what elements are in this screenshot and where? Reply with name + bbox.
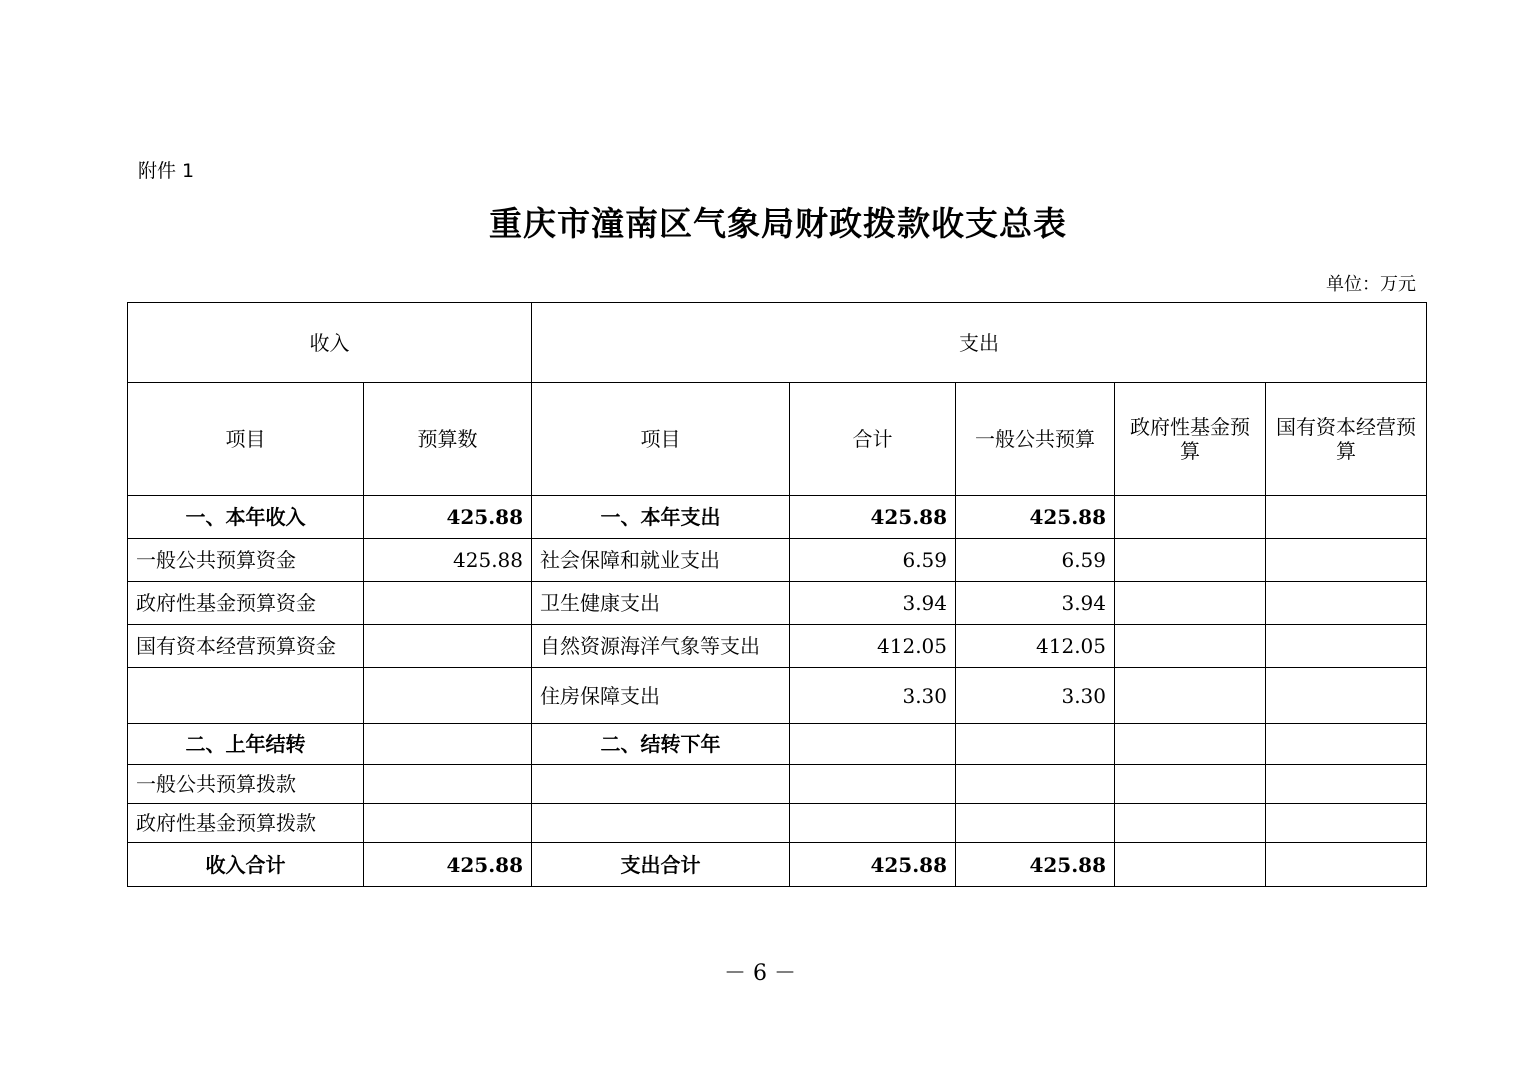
table-row (128, 625, 1427, 668)
total-cell (790, 804, 956, 843)
total-cell: 6.59 (790, 539, 956, 582)
general-cell: 412.05 (956, 625, 1115, 668)
page-title: 重庆市潼南区气象局财政拨款收支总表 (489, 204, 1067, 243)
exp-item-cell (532, 804, 790, 843)
table-row (128, 539, 1427, 582)
exp-item-cell: 自然资源海洋气象等支出 (532, 625, 790, 668)
table-row (128, 804, 1427, 843)
income-item-cell: 政府性基金预算资金 (128, 582, 364, 625)
exp-item-cell: 社会保障和就业支出 (532, 539, 790, 582)
exp-item-cell (532, 765, 790, 804)
general-cell: 425.88 (956, 843, 1115, 887)
unit-label: 单位：万元 (1326, 274, 1416, 295)
total-cell: 3.30 (790, 668, 956, 724)
fund-cell (1115, 668, 1266, 724)
fund-cell (1115, 724, 1266, 765)
fund-cell (1115, 496, 1266, 539)
column-header-row (128, 383, 1427, 496)
fund-cell (1115, 804, 1266, 843)
col-budget: 预算数 (364, 383, 532, 496)
col-total: 合计 (790, 383, 956, 496)
general-cell (956, 804, 1115, 843)
fund-cell (1115, 539, 1266, 582)
income-value-cell (364, 804, 532, 843)
exp-item-cell: 二、结转下年 (532, 724, 790, 765)
state-cell (1266, 668, 1427, 724)
state-cell (1266, 582, 1427, 625)
exp-item-cell: 住房保障支出 (532, 668, 790, 724)
exp-item-cell: 卫生健康支出 (532, 582, 790, 625)
table-row (128, 668, 1427, 724)
total-cell (790, 765, 956, 804)
income-value-cell: 425.88 (364, 496, 532, 539)
fund-cell (1115, 582, 1266, 625)
col-exp-item: 项目 (532, 383, 790, 496)
total-cell: 3.94 (790, 582, 956, 625)
state-cell (1266, 539, 1427, 582)
fund-cell (1115, 625, 1266, 668)
general-cell (956, 765, 1115, 804)
general-cell (956, 724, 1115, 765)
income-item-cell: 一般公共预算资金 (128, 539, 364, 582)
table-row (128, 582, 1427, 625)
general-cell: 425.88 (956, 496, 1115, 539)
table-row (128, 724, 1427, 765)
income-item-cell: 一、本年收入 (128, 496, 364, 539)
income-item-cell: 收入合计 (128, 843, 364, 887)
section-header-row (128, 303, 1427, 383)
general-cell: 6.59 (956, 539, 1115, 582)
income-value-cell: 425.88 (364, 843, 532, 887)
state-cell (1266, 765, 1427, 804)
income-value-cell: 425.88 (364, 539, 532, 582)
budget-table (127, 302, 1427, 887)
general-cell: 3.30 (956, 668, 1115, 724)
general-cell: 3.94 (956, 582, 1115, 625)
col-state: 国有资本经营预算 (1266, 383, 1427, 496)
state-cell (1266, 724, 1427, 765)
income-item-cell: 二、上年结转 (128, 724, 364, 765)
table-row (128, 765, 1427, 804)
exp-item-cell: 支出合计 (532, 843, 790, 887)
expenditure-header: 支出 (532, 303, 1427, 383)
income-item-cell: 政府性基金预算拨款 (128, 804, 364, 843)
fund-cell (1115, 843, 1266, 887)
state-cell (1266, 804, 1427, 843)
income-value-cell (364, 582, 532, 625)
income-item-cell: 国有资本经营预算资金 (128, 625, 364, 668)
income-header: 收入 (128, 303, 532, 383)
income-value-cell (364, 668, 532, 724)
state-cell (1266, 625, 1427, 668)
totals-row (128, 843, 1427, 887)
income-value-cell (364, 625, 532, 668)
income-item-cell: 一般公共预算拨款 (128, 765, 364, 804)
total-cell: 425.88 (790, 496, 956, 539)
state-cell (1266, 843, 1427, 887)
fund-cell (1115, 765, 1266, 804)
state-cell (1266, 496, 1427, 539)
exp-item-cell: 一、本年支出 (532, 496, 790, 539)
income-value-cell (364, 765, 532, 804)
income-value-cell (364, 724, 532, 765)
income-item-cell (128, 668, 364, 724)
total-cell (790, 724, 956, 765)
total-cell: 412.05 (790, 625, 956, 668)
page-number: － 6 － (724, 961, 796, 986)
total-cell: 425.88 (790, 843, 956, 887)
col-general: 一般公共预算 (956, 383, 1115, 496)
table-row (128, 496, 1427, 539)
attachment-label: 附件 1 (138, 160, 195, 182)
col-fund: 政府性基金预算 (1115, 383, 1266, 496)
col-income-item: 项目 (128, 383, 364, 496)
